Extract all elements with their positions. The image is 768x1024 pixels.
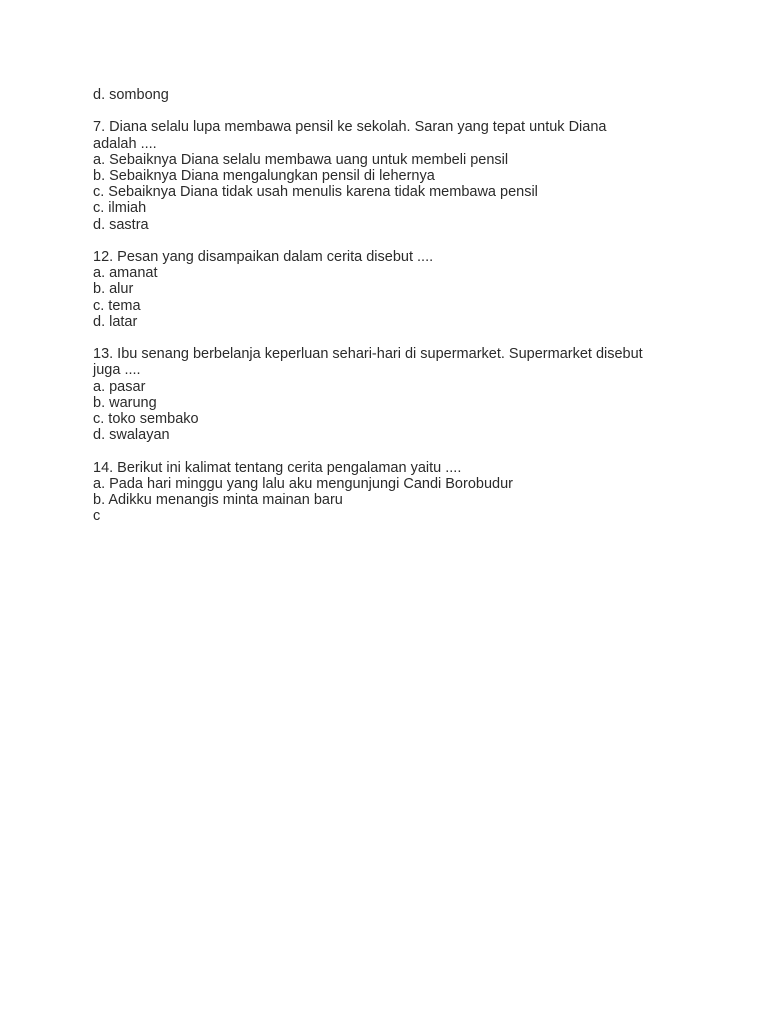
answer-option: a. amanat bbox=[93, 265, 158, 282]
answer-option: d. swalayan bbox=[93, 427, 170, 444]
text-line: d. sombong bbox=[93, 87, 169, 103]
question-12 bbox=[93, 249, 693, 330]
answer-option: a. Pada hari minggu yang lalu aku mengunjungi Candi Borobudur bbox=[93, 475, 513, 492]
answer-option: c. tema bbox=[93, 297, 141, 314]
answer-option: b. warung bbox=[93, 394, 157, 411]
question-13 bbox=[93, 346, 693, 443]
answer-option: a. pasar bbox=[93, 378, 146, 395]
answer-option: c. toko sembako bbox=[93, 411, 199, 428]
answer-option: d. latar bbox=[93, 313, 138, 330]
answer-option: c. Sebaiknya Diana tidak usah menulis karena tidak membawa pensil bbox=[93, 184, 538, 201]
answer-option: b. Sebaiknya Diana mengalungkan pensil di lehernya bbox=[93, 168, 435, 184]
block-answer-d-sombong bbox=[93, 87, 693, 103]
question-text: 12. Pesan yang disampaikan dalam cerita disebut .... bbox=[93, 249, 434, 265]
answer-option: c. ilmiah bbox=[93, 200, 147, 217]
answer-option: c bbox=[93, 508, 101, 525]
answer-option: b. Adikku menangis minta mainan baru bbox=[93, 492, 343, 509]
question-text: adalah .... bbox=[93, 135, 157, 152]
question-text: juga .... bbox=[93, 362, 141, 379]
question-text: 14. Berikut ini kalimat tentang cerita pengalaman yaitu .... bbox=[93, 459, 462, 476]
answer-option: b. alur bbox=[93, 281, 134, 298]
answer-option: d. sastra bbox=[93, 216, 149, 233]
question-text: 7. Diana selalu lupa membawa pensil ke sekolah. Saran yang tepat untuk Diana bbox=[93, 119, 607, 136]
answer-option: a. Sebaiknya Diana selalu membawa uang untuk membeli pensil bbox=[93, 151, 509, 168]
question-7 bbox=[93, 119, 693, 232]
question-14 bbox=[93, 460, 693, 525]
document-page bbox=[93, 87, 693, 524]
question-text: 13. Ibu senang berbelanja keperluan sehari-hari di supermarket. Supermarket disebut bbox=[93, 346, 643, 363]
